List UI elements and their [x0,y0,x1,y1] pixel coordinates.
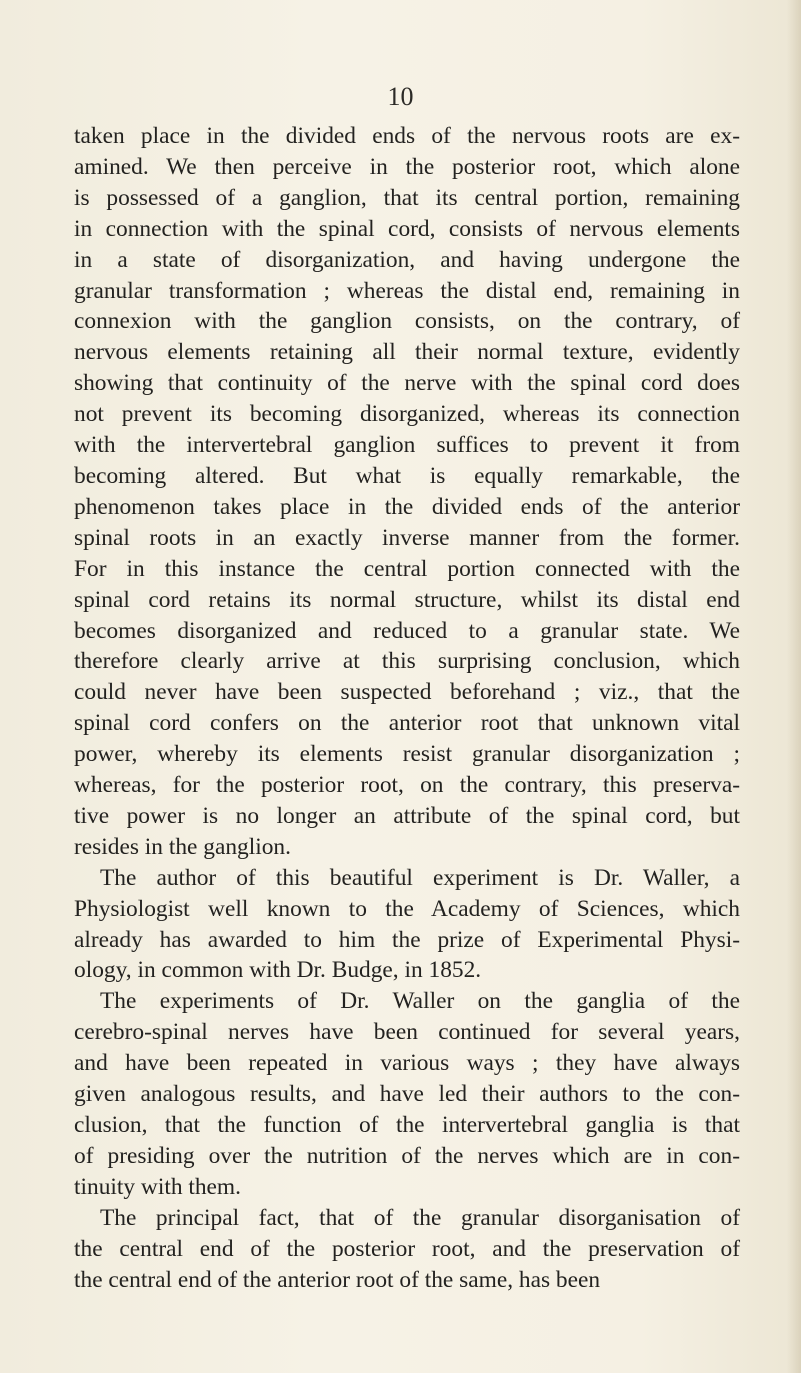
text-line: phenomenon takes place in the divided ends of the anterior [74,493,740,520]
text-line: whereas, for the posterior root, on the contrary, this preserva- [74,772,740,799]
text-line: the central end of the posterior root, and the preservation of [74,1235,740,1262]
text-line: with the intervertebral ganglion suffices to prevent it from [74,432,740,459]
text-line: not prevent its becoming disorganized, whereas its connection [74,401,740,428]
text-line: given analogous results, and have led their authors to the con- [74,1081,740,1108]
text-line: tinuity with them. [74,1173,241,1200]
text-line: clusion, that the function of the intervertebral ganglia is that [74,1112,740,1138]
text-line: the central end of the anterior root of the same, has been [74,1266,601,1293]
text-line: could never have been suspected beforehand ; viz., that the [74,679,740,706]
text-line: is possessed of a ganglion, that its central portion, remaining [74,184,740,211]
page-edge-shadow [787,0,801,1373]
text-line: therefore clearly arrive at this surprising conclusion, which [74,648,740,675]
paragraph [74,121,740,863]
text-line: The author of this beautiful experiment is Dr. Waller, a [100,864,740,891]
text-line: of presiding over the nutrition of the nerves which are in con- [74,1142,740,1169]
text-line: becomes disorganized and reduced to a granular state. We [74,617,740,644]
text-line: The principal fact, that of the granular disorganisation of [100,1204,740,1231]
text-line: taken place in the divided ends of the nervous roots are ex- [74,123,740,149]
text-line: granular transformation ; whereas the distal end, remaining in [74,277,740,304]
body-text [74,121,740,1295]
page-number: 10 [387,82,414,111]
paragraph [74,863,740,987]
text-line: cerebro-spinal nerves have been continued for several years, [74,1019,740,1046]
text-line: Physiologist well known to the Academy of Sciences, which [74,895,740,922]
text-line: The experiments of Dr. Waller on the ganglia of the [100,988,740,1015]
text-line: showing that continuity of the nerve with the spinal cord does [74,370,740,397]
text-line: in a state of disorganization, and having undergone the [74,246,740,273]
text-line: nervous elements retaining all their normal texture, evidently [74,339,740,366]
text-line: amined. We then perceive in the posterior root, which alone [74,153,740,180]
text-line: already has awarded to him the prize of Experimental Physi- [74,926,740,953]
text-line: power, whereby its elements resist granular disorganization ; [74,741,740,768]
paragraph [74,986,740,1202]
text-line: spinal roots in an exactly inverse manner from the former. [74,524,740,551]
text-line: tive power is no longer an attribute of the spinal cord, but [74,802,740,829]
text-line: and have been repeated in various ways ; they have always [74,1050,740,1077]
text-line: connexion with the ganglion consists, on the contrary, of [74,308,740,335]
text-line: becoming altered. But what is equally remarkable, the [74,462,740,489]
text-line: spinal cord retains its normal structure, whilst its distal end [74,586,740,613]
text-line: spinal cord confers on the anterior root that unknown vital [74,710,740,737]
paragraph [74,1203,740,1296]
text-line: resides in the ganglion. [74,833,291,860]
text-line: in connection with the spinal cord, consists of nervous elements [74,215,740,242]
text-line: ology, in common with Dr. Budge, in 1852. [74,957,482,984]
text-line: For in this instance the central portion connected with the [74,555,740,582]
